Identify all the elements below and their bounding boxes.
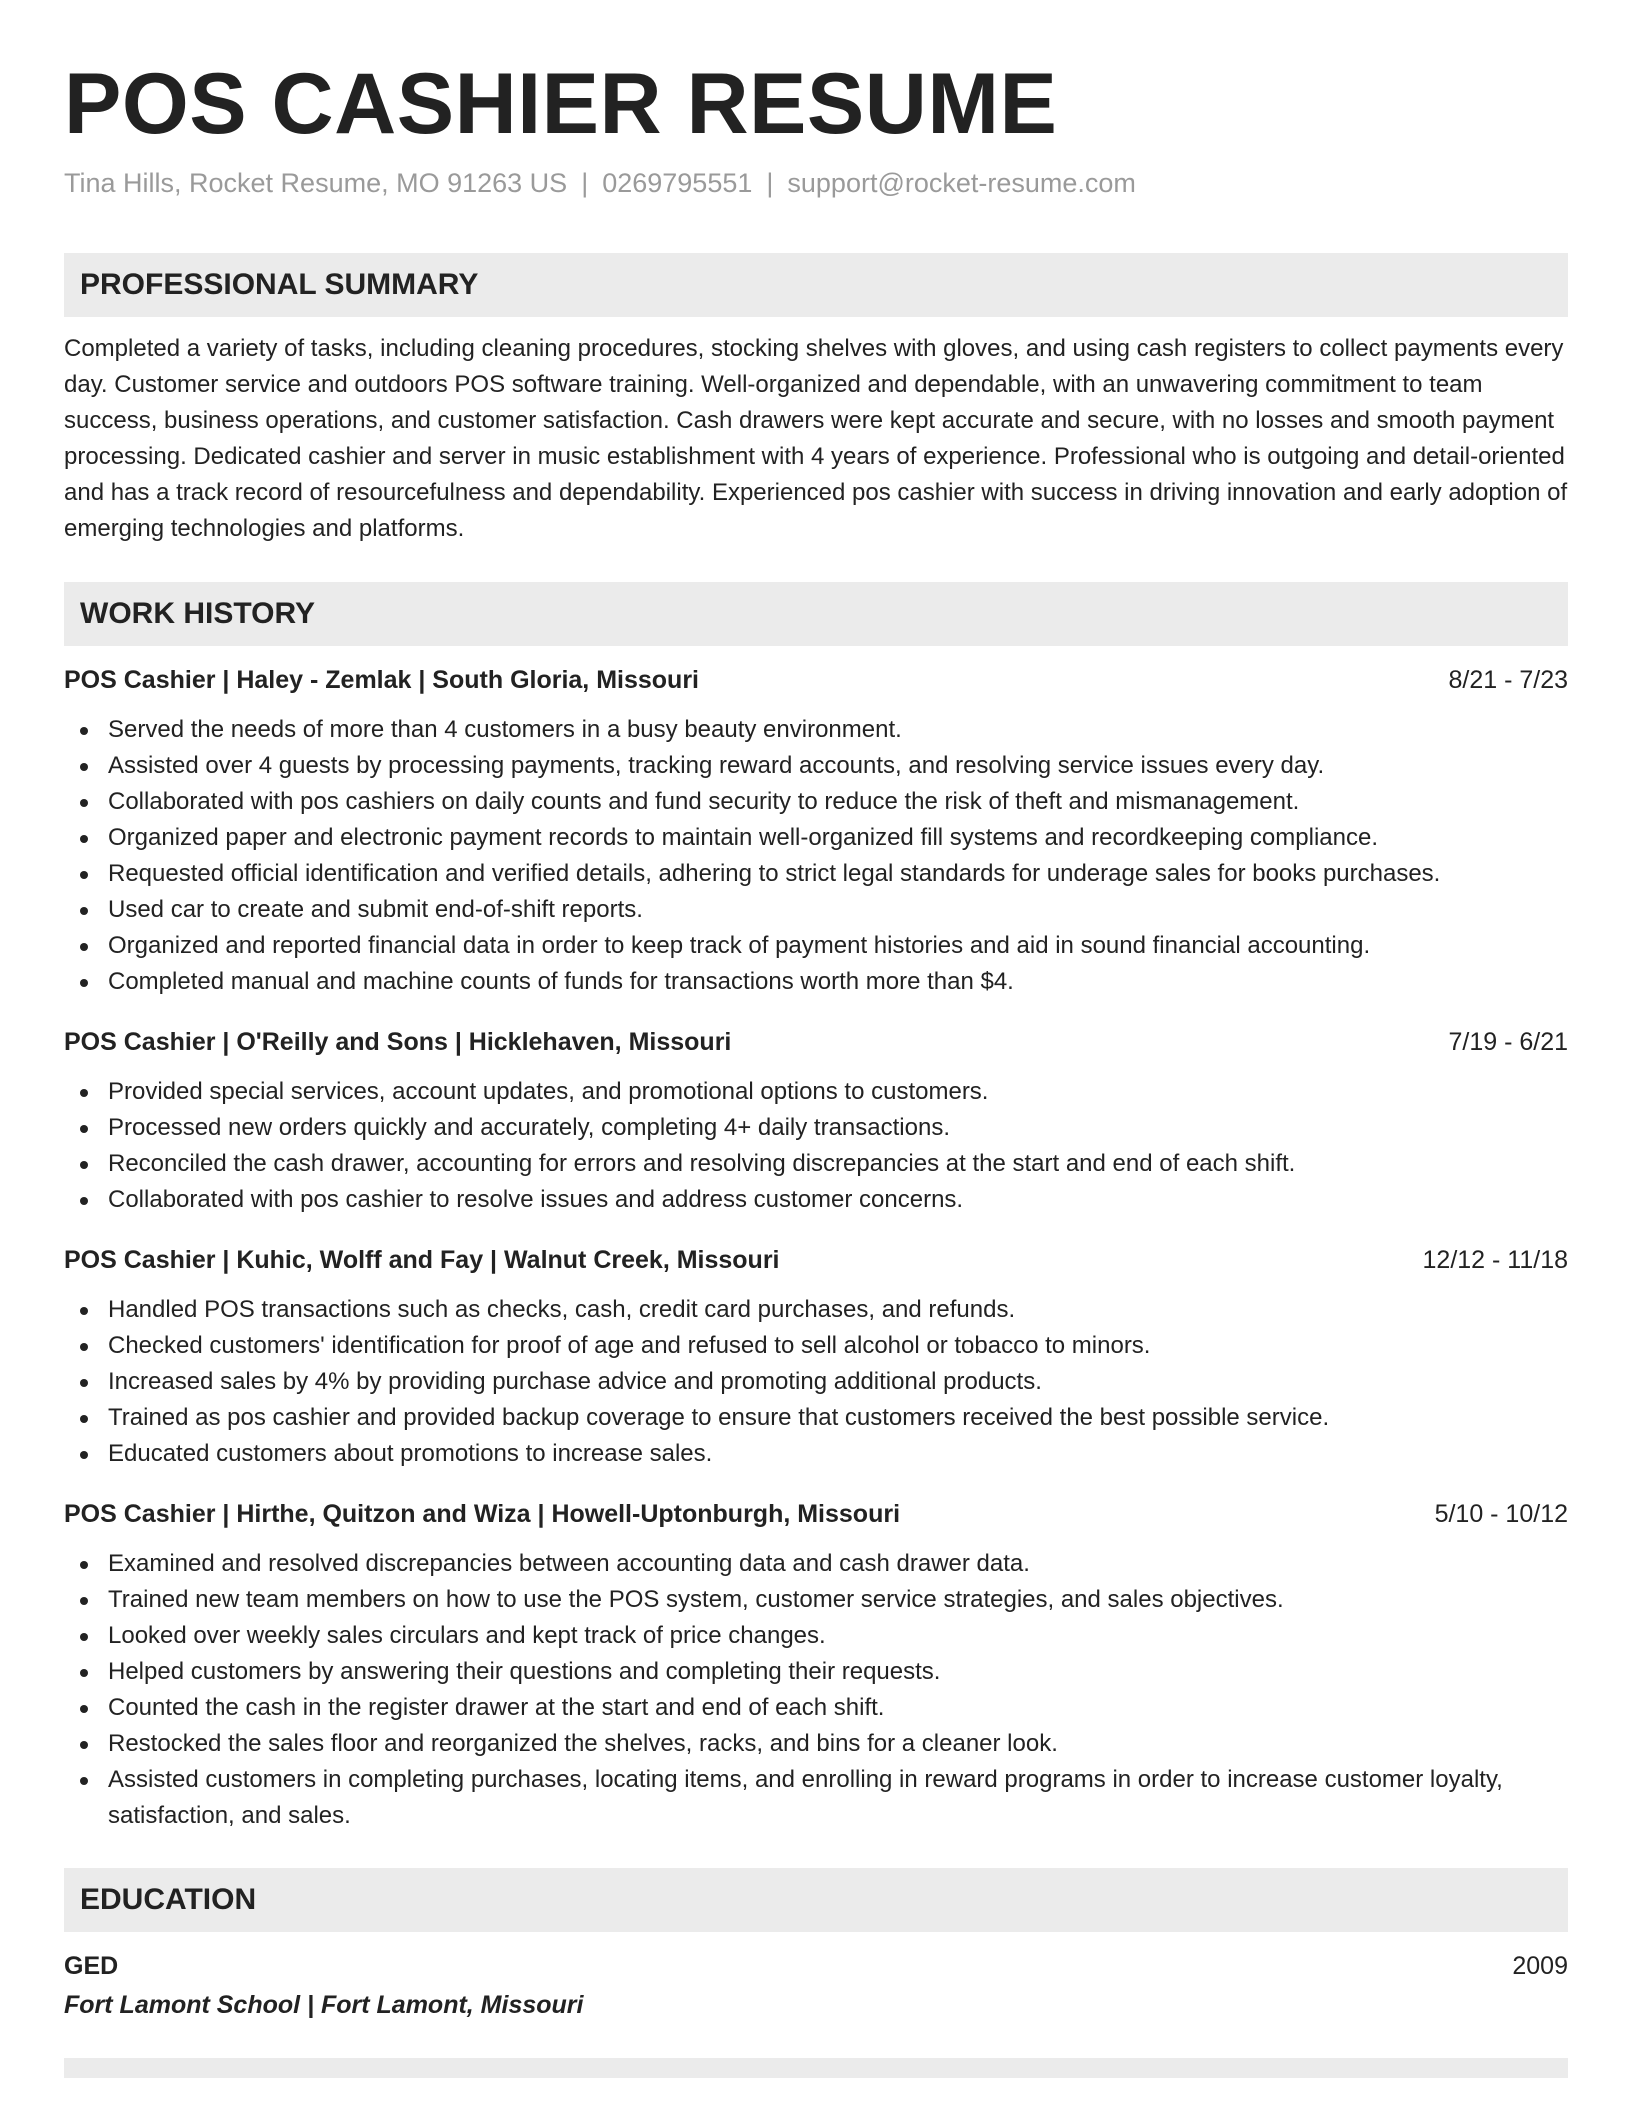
education-degree: GED (64, 1952, 119, 1980)
job-bullet: Counted the cash in the register drawer at the start and end of each shift. (108, 1690, 1568, 1726)
job-bullet: Educated customers about promotions to increase sales. (108, 1436, 1568, 1472)
job-bullets (64, 1292, 1568, 1472)
job-title: POS Cashier | Kuhic, Wolff and Fay | Walnut Creek, Missouri (64, 1246, 780, 1274)
job-bullets (64, 712, 1568, 1000)
section-header-work-history: WORK HISTORY (64, 582, 1568, 646)
education-school: Fort Lamont School | Fort Lamont, Missouri (64, 1991, 584, 2019)
contact-address: Tina Hills, Rocket Resume, MO 91263 US (64, 168, 568, 198)
job-bullet: Processed new orders quickly and accurately, completing 4+ daily transactions. (108, 1110, 1568, 1146)
job-bullet: Handled POS transactions such as checks, cash, credit card purchases, and refunds. (108, 1292, 1568, 1328)
job-dates: 5/10 - 10/12 (1434, 1500, 1568, 1528)
job-entry (64, 1242, 1568, 1472)
job-bullet: Assisted customers in completing purchases, locating items, and enrolling in reward programs in order to increase customer loyalty, satisfaction, and sales. (108, 1762, 1568, 1834)
job-title: POS Cashier | Haley - Zemlak | South Gloria, Missouri (64, 666, 699, 694)
job-bullet: Requested official identification and verified details, adhering to strict legal standards for underage sales for books purchases. (108, 856, 1568, 892)
section-header-summary: PROFESSIONAL SUMMARY (64, 253, 1568, 317)
job-bullet: Collaborated with pos cashiers on daily counts and fund security to reduce the risk of theft and mismanagement. (108, 784, 1568, 820)
job-bullet: Trained as pos cashier and provided backup coverage to ensure that customers received the best possible service. (108, 1400, 1568, 1436)
job-dates: 7/19 - 6/21 (1448, 1028, 1568, 1056)
job-dates: 12/12 - 11/18 (1422, 1246, 1568, 1274)
job-dates: 8/21 - 7/23 (1448, 666, 1568, 694)
education-year: 2009 (1512, 1952, 1568, 1980)
job-entry (64, 662, 1568, 1000)
resume-title: POS CASHIER RESUME (64, 56, 1058, 152)
job-bullet: Examined and resolved discrepancies between accounting data and cash drawer data. (108, 1546, 1568, 1582)
job-entry (64, 1496, 1568, 1834)
job-entry (64, 1024, 1568, 1218)
section-header-education: EDUCATION (64, 1868, 1568, 1932)
job-bullets (64, 1074, 1568, 1218)
section-header-next (64, 2058, 1568, 2078)
job-bullet: Provided special services, account updates, and promotional options to customers. (108, 1074, 1568, 1110)
job-bullet: Used car to create and submit end-of-shift reports. (108, 892, 1568, 928)
job-bullet: Reconciled the cash drawer, accounting for errors and resolving discrepancies at the start and end of each shift. (108, 1146, 1568, 1182)
contact-line (64, 166, 1568, 200)
contact-phone: 0269795551 (602, 168, 753, 198)
job-bullet: Increased sales by 4% by providing purchase advice and promoting additional products. (108, 1364, 1568, 1400)
contact-separator: | (581, 168, 589, 198)
job-bullet: Trained new team members on how to use the POS system, customer service strategies, and sales objectives. (108, 1582, 1568, 1618)
job-bullet: Checked customers' identification for proof of age and refused to sell alcohol or tobacco to minors. (108, 1328, 1568, 1364)
job-bullet: Looked over weekly sales circulars and kept track of price changes. (108, 1618, 1568, 1654)
job-bullets (64, 1546, 1568, 1834)
job-title: POS Cashier | O'Reilly and Sons | Hicklehaven, Missouri (64, 1028, 732, 1056)
job-title: POS Cashier | Hirthe, Quitzon and Wiza | Howell-Uptonburgh, Missouri (64, 1500, 901, 1528)
contact-email: support@rocket-resume.com (787, 168, 1136, 198)
job-bullet: Completed manual and machine counts of funds for transactions worth more than $4. (108, 964, 1568, 1000)
summary-text: Completed a variety of tasks, including cleaning procedures, stocking shelves with gloves, and using cash registers to collect payments every day. Customer service and outdoors POS software training. Well-organized and dependable, with an unwavering commitment to team success, business operations, and customer satisfaction. Cash drawers were kept accurate and secure, with no losses and smooth payment processing. Dedicated cashier and server in music establishment with 4 years of experience. Professional who is outgoing and detail-oriented and has a track record of resourcefulness and dependability. Experienced pos cashier with success in driving innovation and early adoption of emerging technologies and platforms. (64, 335, 1568, 542)
contact-separator: | (766, 168, 774, 198)
job-bullet: Organized and reported financial data in order to keep track of payment histories and aid in sound financial accounting. (108, 928, 1568, 964)
job-bullet: Restocked the sales floor and reorganized the shelves, racks, and bins for a cleaner look. (108, 1726, 1568, 1762)
job-bullet: Helped customers by answering their questions and completing their requests. (108, 1654, 1568, 1690)
job-bullet: Served the needs of more than 4 customers in a busy beauty environment. (108, 712, 1568, 748)
job-bullet: Assisted over 4 guests by processing payments, tracking reward accounts, and resolving service issues every day. (108, 748, 1568, 784)
job-bullet: Collaborated with pos cashier to resolve issues and address customer concerns. (108, 1182, 1568, 1218)
job-bullet: Organized paper and electronic payment records to maintain well-organized fill systems and recordkeeping compliance. (108, 820, 1568, 856)
education-entry (64, 1948, 1568, 2024)
